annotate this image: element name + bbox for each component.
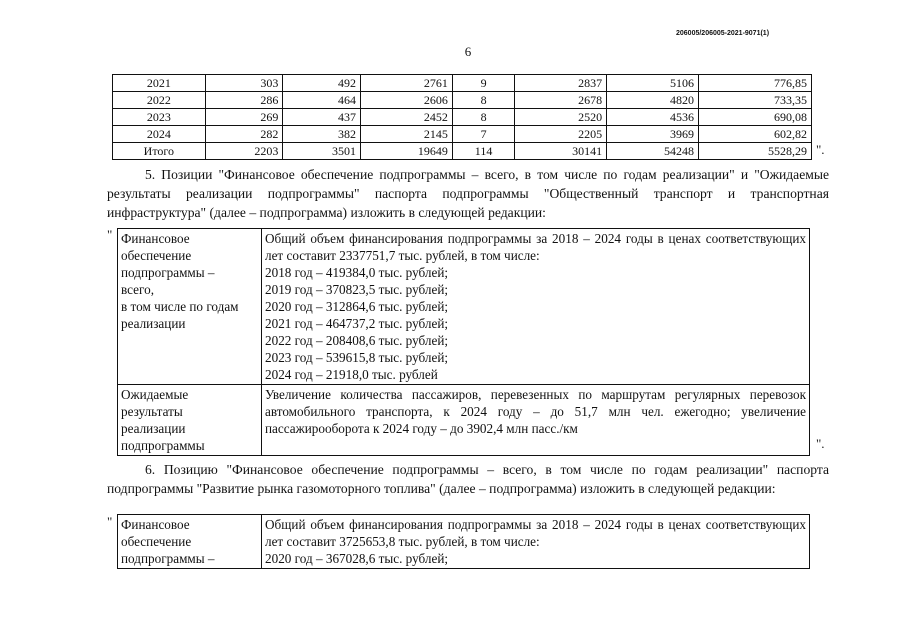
passport-row-results [118,385,810,456]
table-row-total [113,143,812,160]
table-cell: 7 [452,126,515,143]
passport-label-finance: Финансовое обеспечение подпрограммы – [118,515,262,569]
table-cell: 269 [205,109,283,126]
table-cell: 382 [283,126,361,143]
table-cell: 286 [205,92,283,109]
table-cell: 2606 [361,92,453,109]
table-cell: 492 [283,75,361,92]
table-cell: 8 [452,92,515,109]
document-id: 206005/206005-2021-9071(1) [676,30,770,37]
table-cell: 776,85 [698,75,811,92]
table-cell: 690,08 [698,109,811,126]
opening-quote: " [107,514,113,529]
table-cell: 2837 [515,75,607,92]
table-cell: 2024 [113,126,206,143]
table-cell: 4536 [607,109,699,126]
page-number: 6 [464,44,472,59]
closing-quote: ". [816,142,825,157]
table-cell: 2023 [113,109,206,126]
passport-label-finance: Финансовое обеспечение подпрограммы – всего, в том числе по годам реализации [118,229,262,385]
table-cell: 2203 [205,143,283,160]
table-row [113,75,812,92]
table-cell: 282 [205,126,283,143]
passport-value-results: Увеличение количества пассажиров, перевезенных по маршрутам регулярных перевозок автомобильного транспорта, к 2024 году – до 51,7 млн чел. ежегодно; увеличение пассажирооборота к 2024 году – до 3902,4 млн пасс./км [262,385,810,456]
data-table [112,74,812,160]
table-row [113,92,812,109]
table-cell: 303 [205,75,283,92]
table-cell: 2520 [515,109,607,126]
passport-table-section-5 [117,228,810,456]
table-cell: 9 [452,75,515,92]
closing-quote: ". [816,436,825,451]
passport-table-section-6 [117,514,810,569]
table-cell: 2678 [515,92,607,109]
table-cell: 2021 [113,75,206,92]
table-cell: 30141 [515,143,607,160]
table-cell: 733,35 [698,92,811,109]
opening-quote: " [107,227,113,242]
passport-row-finance [118,229,810,385]
table-cell: 2145 [361,126,453,143]
table-cell: 2022 [113,92,206,109]
passport-label-results: Ожидаемые результаты реализации подпрограммы [118,385,262,456]
table-row [113,109,812,126]
table-cell: 3501 [283,143,361,160]
table-cell: 5106 [607,75,699,92]
table-cell: 19649 [361,143,453,160]
table-cell: Итого [113,143,206,160]
table-cell: 437 [283,109,361,126]
table-cell: 464 [283,92,361,109]
table-cell: 114 [452,143,515,160]
table-cell: 602,82 [698,126,811,143]
passport-value-finance: Общий объем финансирования подпрограммы за 2018 – 2024 годы в ценах соответствующих лет составит 3725653,8 тыс. рублей, в том числе: 2020 год – 367028,6 тыс. рублей; [262,515,810,569]
table-cell: 3969 [607,126,699,143]
table-cell: 4820 [607,92,699,109]
passport-value-finance: Общий объем финансирования подпрограммы за 2018 – 2024 годы в ценах соответствующих лет составит 2337751,7 тыс. рублей, в том числе: 2018 год – 419384,0 тыс. рублей; 2019 год – 370823,5 тыс. рублей; 2020 год – 312864,6 тыс. рублей; 2021 год – 464737,2 тыс. рублей; 2022 год – 208408,6 тыс. рублей; 2023 год – 539615,8 тыс. рублей; 2024 год – 21918,0 тыс. рублей [262,229,810,385]
table-cell: 2205 [515,126,607,143]
table-cell: 54248 [607,143,699,160]
table-cell: 5528,29 [698,143,811,160]
table-row [113,126,812,143]
passport-row-finance [118,515,810,569]
table-cell: 8 [452,109,515,126]
section-5-paragraph: 5. Позиции "Финансовое обеспечение подпрограммы – всего, в том числе по годам реализации" и "Ожидаемые результаты реализации подпрограммы" паспорта подпрограммы "Общественный транспорт и транспортная инфраструктура" (далее – подпрограмма) изложить в следующей редакции: [107,167,829,220]
table-cell: 2761 [361,75,453,92]
table-cell: 2452 [361,109,453,126]
section-6-paragraph: 6. Позицию "Финансовое обеспечение подпрограммы – всего, в том числе по годам реализации" паспорта подпрограммы "Развитие рынка газомоторного топлива" (далее – подпрограмма) изложить в следующей редакции: [107,462,829,496]
